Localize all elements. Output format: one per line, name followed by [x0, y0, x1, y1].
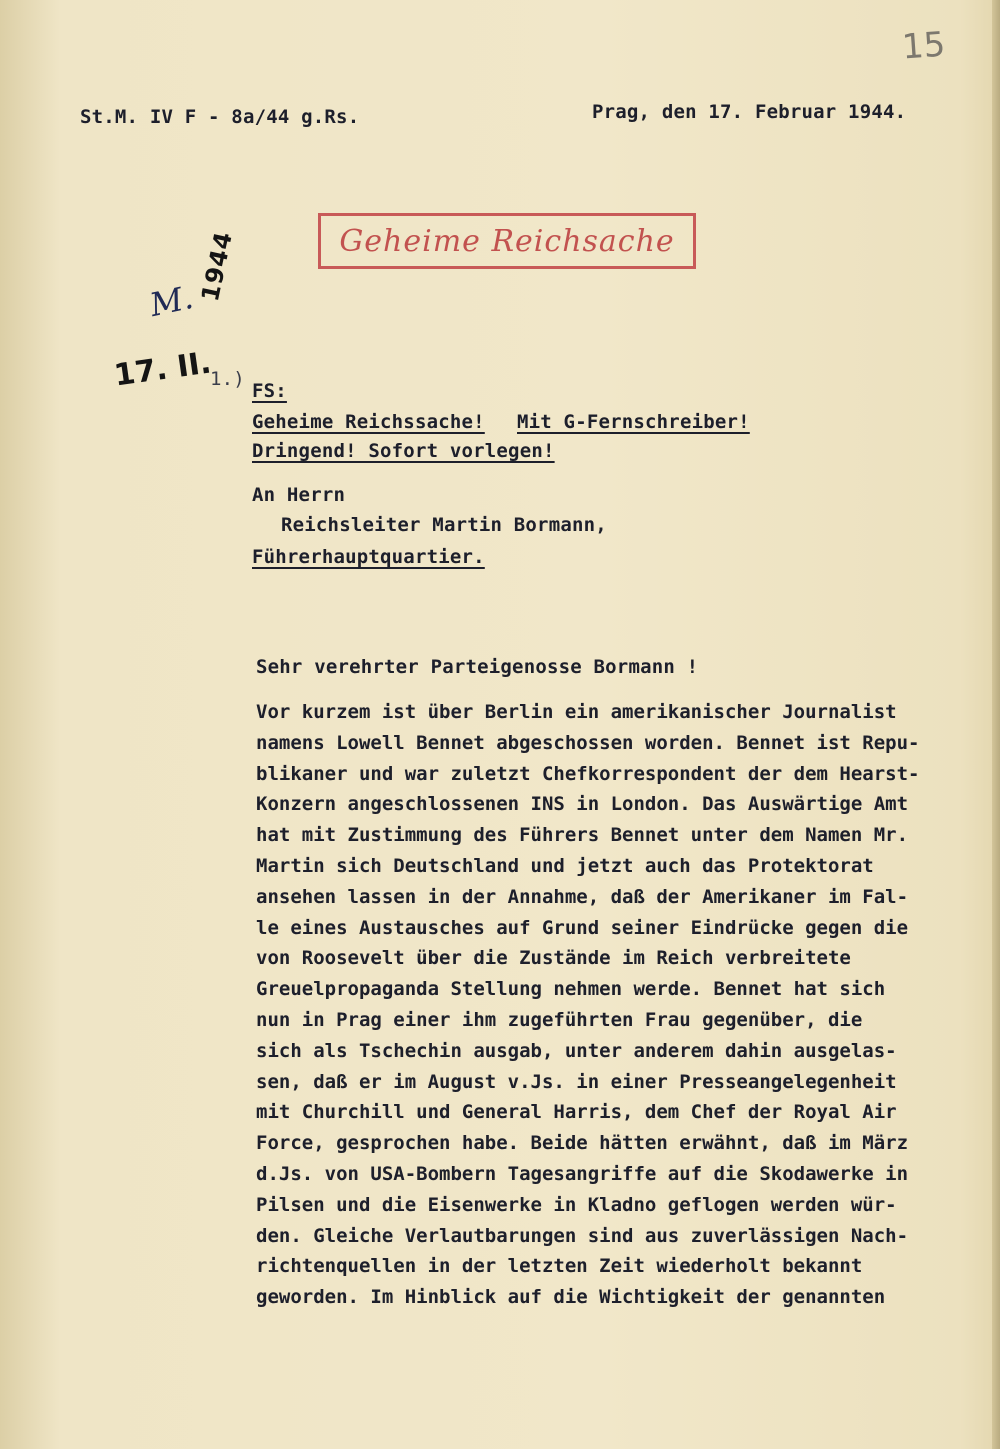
salutation: Sehr verehrter Parteigenosse Bormann !: [256, 656, 699, 678]
receipt-date: 17. II.: [112, 345, 214, 394]
body-line: Pilsen und die Eisenwerke in Kladno geflogen werden wür-: [256, 1193, 897, 1216]
body-line: Konzern angeschlossenen INS in London. Das Auswärtige Amt: [256, 793, 909, 816]
body-line: von Roosevelt über die Zustände im Reich verbreitete: [256, 947, 851, 970]
page-edge: [992, 0, 1000, 1449]
body-line: d.Js. von USA-Bombern Tagesangriffe auf die Skodawerke in: [256, 1162, 909, 1185]
page-number: 15: [900, 24, 947, 68]
reference-number: St.M. IV F - 8a/44 g.Rs.: [80, 106, 360, 128]
address-line-2: Reichsleiter Martin Bormann,: [281, 514, 607, 536]
body-line: Greuelpropaganda Stellung nehmen werde. Bennet hat sich: [256, 978, 886, 1001]
classification-secret: Geheime Reichssache!: [252, 411, 485, 433]
item-number: 1.): [210, 368, 245, 390]
body-line: le eines Austausches auf Grund seiner Eindrücke gegen die: [256, 916, 909, 939]
priority-line: Dringend! Sofort vorlegen!: [252, 440, 555, 462]
body-line: mit Churchill und General Harris, dem Chef der Royal Air: [256, 1101, 897, 1124]
body-line: sich als Tschechin ausgab, unter anderem dahin ausgelas-: [256, 1039, 897, 1062]
body-line: nun in Prag einer ihm zugeführten Frau gegenüber, die: [256, 1008, 863, 1031]
address-line-3: Führerhauptquartier.: [252, 546, 485, 568]
body-line: namens Lowell Bennet abgeschossen worden. Bennet ist Repu-: [256, 731, 920, 754]
stamp-text: Geheime Reichsache: [339, 223, 675, 259]
address-line-1: An Herrn: [252, 484, 346, 506]
receipt-year: 1944: [196, 228, 239, 304]
fs-label: FS:: [252, 380, 287, 402]
body-line: blikaner und war zuletzt Chefkorrespondent der dem Hearst-: [256, 762, 920, 785]
body-line: sen, daß er im August v.Js. in einer Presseangelegenheit: [256, 1070, 897, 1093]
body-line: hat mit Zustimmung des Führers Bennet unter dem Namen Mr.: [256, 824, 909, 847]
receipt-mark: M.: [146, 277, 197, 325]
letter-body: [256, 697, 919, 1313]
body-line: ansehen lassen in der Annahme, daß der Amerikaner im Fal-: [256, 885, 909, 908]
body-line: richtenquellen in der letzten Zeit wiederholt bekannt: [256, 1255, 863, 1278]
secret-stamp: [318, 213, 696, 269]
body-line: den. Gleiche Verlautbarungen sind aus zuverlässigen Nach-: [256, 1224, 909, 1247]
bleed-through-block: [610, 362, 970, 532]
place-date: Prag, den 17. Februar 1944.: [592, 101, 907, 123]
body-line: Vor kurzem ist über Berlin ein amerikanischer Journalist: [256, 701, 897, 723]
classification-teletype: Mit G-Fernschreiber!: [517, 411, 750, 433]
body-line: geworden. Im Hinblick auf die Wichtigkeit der genannten: [256, 1286, 886, 1309]
body-line: Force, gesprochen habe. Beide hätten erwähnt, daß im März: [256, 1132, 909, 1155]
body-line: Martin sich Deutschland und jetzt auch das Protektorat: [256, 854, 874, 877]
